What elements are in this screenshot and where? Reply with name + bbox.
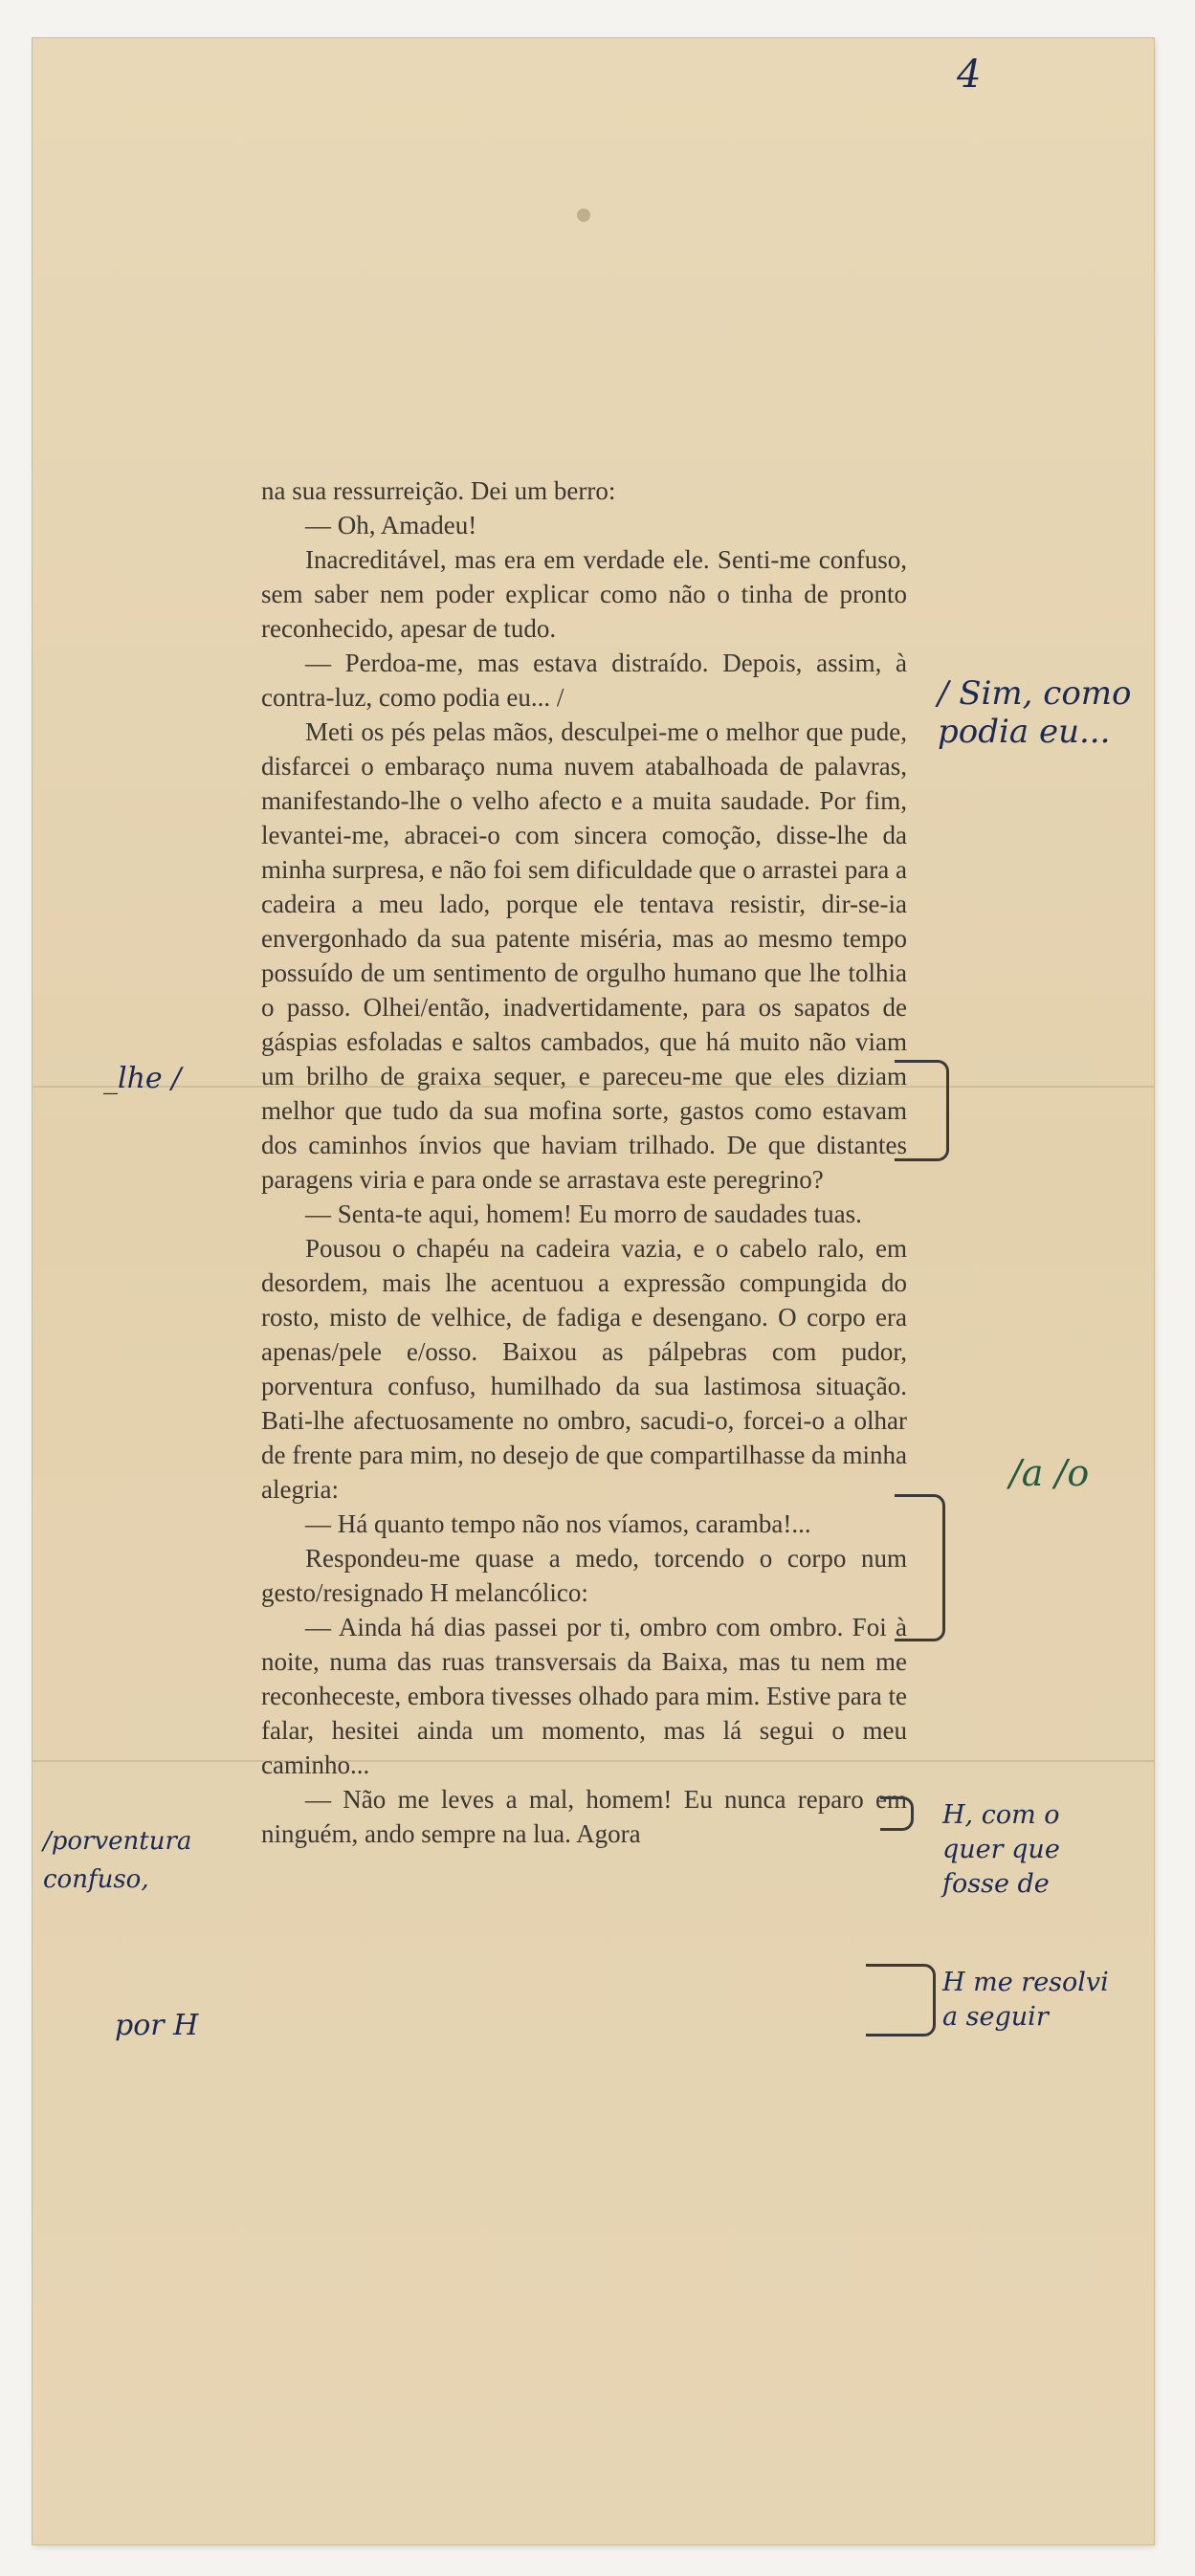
margin-note-porventura: /porventura confuso, — [43, 1827, 192, 1894]
paragraph: — Senta-te aqui, homem! Eu morro de saudades tuas. — [305, 1200, 862, 1228]
page-number: 4 — [957, 53, 982, 97]
correction-bracket — [880, 1796, 914, 1831]
paragraph: Inacreditável, mas era em verdade ele. Senti-me confuso, sem saber nem poder explicar como não o tinha de pronto reconhecido, apesar de tudo. — [261, 545, 907, 643]
paragraph: Pousou o chapéu na cadeira vazia, e o cabelo ralo, em desordem, mais lhe acentuou a expressão compungida do rosto, misto de velhice, de fadiga e desengano. O corpo era apenas/pele e/osso. Baixou as pálpebras com pudor, porventura confuso, humilhado da sua lastimosa situação. Bati-lhe afectuosamente no ombro, sacudi-o, forcei-o a olhar de frente para mim, no desejo de que compartilhasse da minha alegria: — [261, 1234, 907, 1504]
paragraph: — Não me leves a mal, homem! Eu nunca reparo em ninguém, ando sempre na lua. Agora — [261, 1785, 907, 1848]
typeset-text — [261, 473, 907, 1851]
paragraph: — Ainda há dias passei por ti, ombro com ombro. Foi à noite, numa das ruas transversais da Baixa, mas tu nem me reconheceste, embora tivesses olhado para mim. Estive para te falar, hesitei ainda um momento, mas lá segui o meu caminho... — [261, 1613, 907, 1779]
paragraph: — Oh, Amadeu! — [305, 511, 477, 539]
correction-bracket — [895, 1060, 949, 1161]
margin-note-lhe: _lhe / — [103, 1062, 182, 1095]
paper-spot — [577, 209, 590, 222]
margin-note-sim-como-podia: / Sim, como podia eu... — [938, 674, 1132, 751]
margin-note-por-h: por H — [115, 2009, 199, 2042]
margin-note-h-me-resolvi: H me resolvi a seguir — [942, 1968, 1109, 2032]
correction-bracket — [895, 1494, 945, 1641]
paragraph: Meti os pés pelas mãos, desculpei-me o melhor que pude, disfarcei o embaraço numa nuvem atabalhoada de palavras, manifestando-lhe o velho afecto e a muita saudade. Por fim, levantei-me, abracei-o com sincera comoção, disse-lhe da minha surpresa, e não foi sem dificuldade que o arrastei para a cadeira a meu lado, porque ele tentava resistir, dir-se-ia envergonhado da sua patente miséria, mas ao mesmo tempo possuído de um sentimento de orgulho humano que lhe tolhia o passo. Olhei/então, inadvertidamente, para os sapatos de gáspias esfoladas e saltos cambados, que há muito não viam um brilho de graixa sequer, e pareceu-me que eles diziam melhor que tudo da sua mofina sorte, gastos como estavam dos caminhos ínvios que haviam trilhado. De que distantes paragens viria e para onde se arrastava este peregrino? — [261, 717, 907, 1194]
paragraph: na sua ressurreição. Dei um berro: — [261, 476, 616, 505]
paragraph: Respondeu-me quase a medo, torcendo o corpo num gesto/resignado H melancólico: — [261, 1544, 907, 1607]
paragraph: — Há quanto tempo não nos víamos, caramba!... — [305, 1509, 811, 1538]
correction-bracket — [866, 1964, 936, 2037]
paragraph: — Perdoa-me, mas estava distraído. Depois, assim, à contra-luz, como podia eu... / — [261, 649, 907, 712]
margin-note-h-como: H, com o quer que fosse de — [942, 1800, 1060, 1899]
margin-note-a-o: /a /o — [1009, 1452, 1090, 1494]
